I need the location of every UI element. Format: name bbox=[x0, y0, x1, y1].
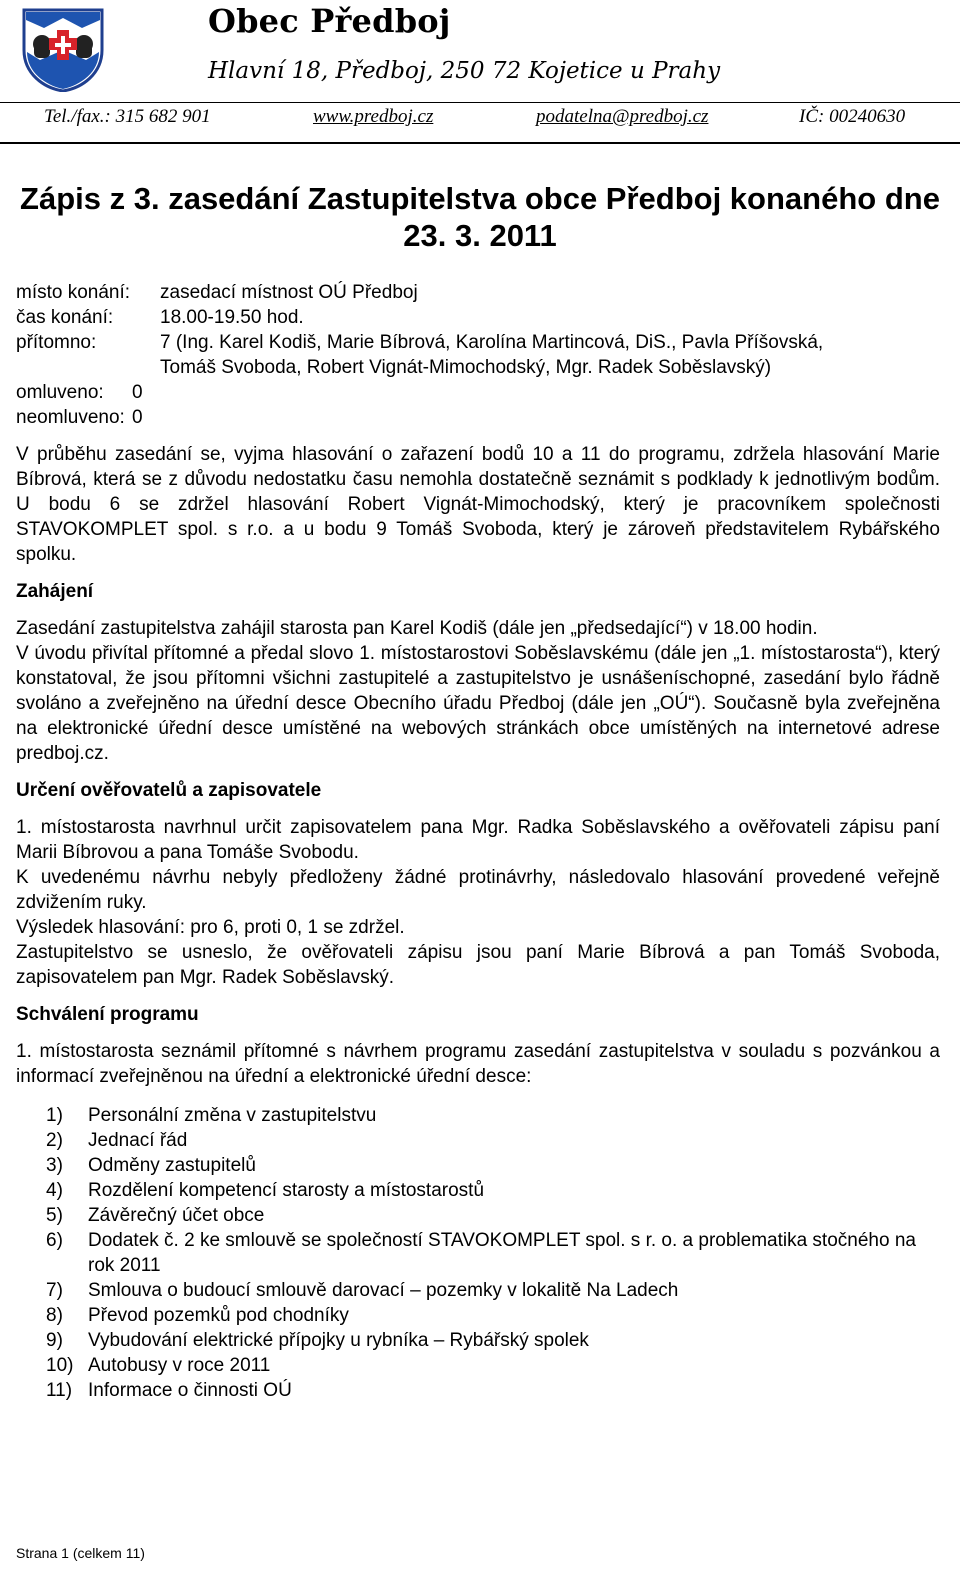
present-value: 7 (Ing. Karel Kodiš, Marie Bíbrová, Karolína Martincová, DiS., Pavla Příšovská, Tomáš Svoboda, Robert Vignát-Mimochodský, Mgr. Radek Soběslavský) bbox=[160, 332, 824, 378]
opening-paragraph-2: V úvodu přivítal přítomné a předal slovo 1. místostarostovi Soběslavskému (dále jen „1. místostarosta“), který konstatoval, že jsou přítomni všichni zastupitelé a zastupitelstvo je usnášeníschopné, zasedání bylo řádně svoláno a zveřejněno na úřední desce Obecního úřadu Předboj (dále jen „OÚ“). Současně byla zveřejněna na elektronické úřední desce umístěné na webových stránkách obce umístěných na internetové adrese predboj.cz. bbox=[16, 643, 940, 764]
contact-line bbox=[0, 106, 960, 132]
list-item: 2) Jednací řád bbox=[46, 1130, 188, 1151]
document-body bbox=[16, 280, 940, 1403]
heading-opening: Zahájení bbox=[16, 581, 94, 602]
org-name: Obec Předboj bbox=[208, 2, 451, 40]
unexcused-value: 0 bbox=[132, 407, 143, 428]
heading-program: Schválení programu bbox=[16, 1004, 199, 1025]
verifiers-paragraph-1: 1. místostarosta navrhnul určit zapisovatelem pana Mgr. Radka Soběslavského a ověřovateli zápisu paní Marii Bíbrovou a pana Tomáše Svobodu. bbox=[16, 817, 940, 863]
list-item: 3) Odměny zastupitelů bbox=[46, 1155, 256, 1176]
list-item: 5) Závěrečný účet obce bbox=[46, 1205, 265, 1226]
excused-label: omluveno: bbox=[16, 382, 104, 403]
document-title: Zápis z 3. zasedání Zastupitelstva obce Předboj konaného dne 23. 3. 2011 bbox=[20, 181, 940, 253]
list-item: 4) Rozdělení kompetencí starosty a místostarostů bbox=[46, 1180, 485, 1201]
page-footer: Strana 1 (celkem 11) bbox=[16, 1545, 145, 1561]
list-item: 8) Převod pozemků pod chodníky bbox=[46, 1305, 349, 1326]
list-item: 9) Vybudování elektrické přípojky u rybníka – Rybářský spolek bbox=[46, 1330, 589, 1351]
org-address: Hlavní 18, Předboj, 250 72 Kojetice u Prahy bbox=[208, 58, 721, 84]
intro-paragraph: V průběhu zasedání se, vyjma hlasování o zařazení bodů 10 a 11 do programu, zdržela hlasování Marie Bíbrová, která se z důvodu nedostatku času nemohla dostatečně seznámit s podklady k jednotlivým bodům. U bodu 6 se zdržel hlasování Robert Vignát-Mimochodský, který je pracovníkem společnosti STAVOKOMPLET spol. s r.o. a u bodu 9 Tomáš Svoboda, který je zároveň představitelem Rybářského spolku. bbox=[16, 444, 940, 565]
list-item: 6) Dodatek č. 2 ke smlouvě se společností STAVOKOMPLET spol. s r. o. a problematika stočného na rok 2011 bbox=[46, 1230, 916, 1276]
email-link[interactable]: podatelna@predboj.cz bbox=[536, 106, 709, 127]
opening-paragraph-1: Zasedání zastupitelstva zahájil starosta pan Karel Kodiš (dále jen „předsedající“) v 18.00 hodin. bbox=[16, 618, 818, 639]
header-bottom-divider bbox=[0, 142, 960, 144]
list-item: 10) Autobusy v roce 2011 bbox=[46, 1355, 271, 1376]
time-label: čas konání: bbox=[16, 307, 114, 328]
list-item: 1) Personální změna v zastupitelstvu bbox=[46, 1105, 377, 1126]
place-value: zasedací místnost OÚ Předboj bbox=[160, 282, 418, 303]
time-value: 18.00-19.50 hod. bbox=[160, 307, 304, 328]
municipal-crest-icon bbox=[20, 8, 106, 92]
website-link[interactable]: www.predboj.cz bbox=[313, 106, 434, 127]
verifiers-paragraph-2: K uvedenému návrhu nebyly předloženy žádné protinávrhy, následovalo hlasování provedené veřejně zdvižením ruky. bbox=[16, 867, 940, 913]
header-divider bbox=[0, 102, 960, 103]
vote-result: Výsledek hlasování: pro 6, proti 0, 1 se zdržel. bbox=[16, 917, 405, 938]
place-label: místo konání: bbox=[16, 282, 131, 303]
letterhead bbox=[0, 0, 960, 146]
heading-verifiers: Určení ověřovatelů a zapisovatele bbox=[16, 780, 322, 801]
program-paragraph: 1. místostarosta seznámil přítomné s návrhem programu zasedání zastupitelstva v souladu s pozvánkou a informací zveřejněnou na úřední a elektronické úřední desce: bbox=[16, 1041, 940, 1087]
agenda-list bbox=[16, 1103, 940, 1403]
unexcused-label: neomluveno: bbox=[16, 407, 125, 428]
excused-value: 0 bbox=[132, 382, 143, 403]
phone-fax: Tel./fax.: 315 682 901 bbox=[44, 106, 211, 127]
list-item: 7) Smlouva o budoucí smlouvě darovací – pozemky v lokalitě Na Ladech bbox=[46, 1280, 679, 1301]
company-id: IČ: 00240630 bbox=[799, 106, 906, 127]
list-item: 11) Informace o činnosti OÚ bbox=[46, 1380, 292, 1401]
verifiers-paragraph-4: Zastupitelstvo se usneslo, že ověřovateli zápisu jsou paní Marie Bíbrová a pan Tomáš Svoboda, zapisovatelem pan Mgr. Radek Soběslavský. bbox=[16, 942, 940, 988]
meeting-info bbox=[16, 280, 940, 430]
present-label: přítomno: bbox=[16, 332, 97, 353]
